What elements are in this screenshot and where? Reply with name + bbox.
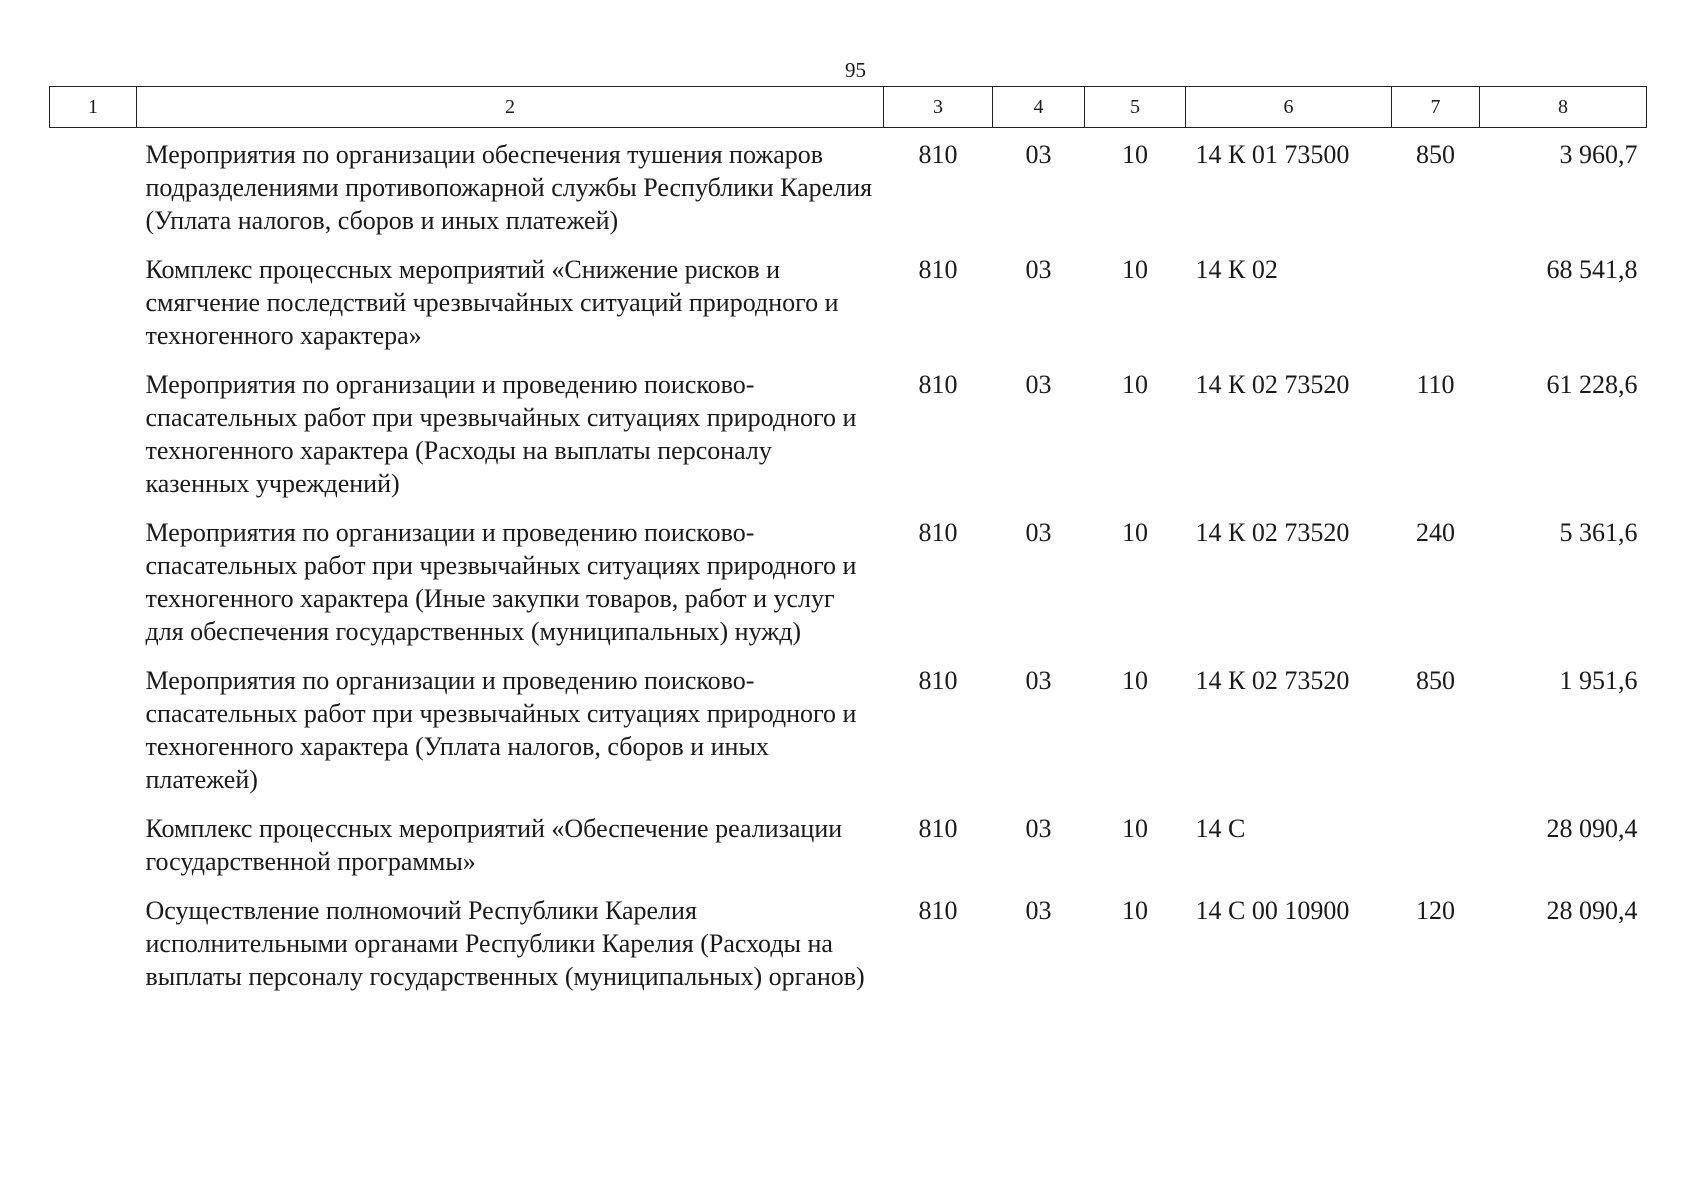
row-number-cell [50, 243, 137, 358]
subsection-code: 10 [1122, 370, 1148, 399]
subsection-code: 10 [1122, 518, 1148, 547]
column-header: 3 [884, 87, 993, 128]
ministry-code: 810 [918, 255, 958, 284]
header-row [50, 87, 1647, 128]
expense-type-code: 110 [1416, 370, 1455, 399]
subsection-code: 10 [1122, 814, 1148, 843]
page-number: 95 [845, 58, 866, 82]
table-row [50, 243, 1647, 358]
subsection-code: 10 [1122, 255, 1148, 284]
amount: 5 361,6 [1559, 518, 1638, 547]
amount: 68 541,8 [1546, 255, 1638, 284]
column-header: 2 [137, 87, 884, 128]
table-row [50, 884, 1647, 999]
section-code: 03 [1025, 370, 1052, 399]
amount: 28 090,4 [1546, 814, 1638, 843]
expense-type-code [1392, 802, 1480, 884]
section-code: 03 [1025, 814, 1052, 843]
row-number-cell [50, 802, 137, 884]
section-code: 03 [1025, 518, 1052, 547]
row-name: Комплекс процессных мероприятий «Обеспечение реализации государственной программы» [145, 814, 843, 876]
ministry-code: 810 [918, 814, 958, 843]
section-code: 03 [1025, 255, 1052, 284]
row-number-cell [50, 654, 137, 802]
row-number-cell [50, 128, 137, 244]
table-row [50, 128, 1647, 244]
row-name: Мероприятия по организации и проведению поисково-спасательных работ при чрезвычайных ситуациях природного и техногенного характера (Иные закупки товаров, работ и услуг для обеспечения государственных (муниципальных) нужд) [145, 518, 857, 646]
expense-type-code: 240 [1416, 518, 1455, 547]
subsection-code: 10 [1122, 140, 1148, 169]
target-article-code: 14 К 02 73520 [1195, 518, 1350, 547]
row-name: Мероприятия по организации обеспечения тушения пожаров подразделениями противопожарной службы Республики Карелия (Уплата налогов, сборов и иных платежей) [145, 140, 873, 235]
table-row [50, 358, 1647, 506]
target-article-code: 14 К 02 73520 [1195, 370, 1350, 399]
target-article-code: 14 С [1195, 814, 1246, 843]
section-code: 03 [1025, 140, 1052, 169]
column-header: 4 [993, 87, 1085, 128]
table-row [50, 506, 1647, 654]
row-number-cell [50, 506, 137, 654]
row-name: Мероприятия по организации и проведению поисково-спасательных работ при чрезвычайных ситуациях природного и техногенного характера (Уплата налогов, сборов и иных платежей) [145, 666, 857, 794]
table-row [50, 654, 1647, 802]
subsection-code: 10 [1122, 896, 1148, 925]
ministry-code: 810 [918, 370, 958, 399]
expense-type-code: 850 [1416, 666, 1455, 695]
table-row [50, 802, 1647, 884]
target-article-code: 14 К 02 [1195, 255, 1278, 284]
row-name: Осуществление полномочий Республики Карелия исполнительными органами Республики Карелия (Расходы на выплаты персоналу государственных (муниципальных) органов) [145, 896, 865, 991]
amount: 1 951,6 [1559, 666, 1638, 695]
amount: 28 090,4 [1546, 896, 1638, 925]
subsection-code: 10 [1122, 666, 1148, 695]
target-article-code: 14 К 01 73500 [1195, 140, 1350, 169]
row-name: Комплекс процессных мероприятий «Снижение рисков и смягчение последствий чрезвычайных ситуаций природного и техногенного характера» [145, 255, 839, 350]
amount: 3 960,7 [1559, 140, 1638, 169]
ministry-code: 810 [918, 140, 958, 169]
amount: 61 228,6 [1546, 370, 1638, 399]
row-number-cell [50, 884, 137, 999]
row-name: Мероприятия по организации и проведению поисково-спасательных работ при чрезвычайных ситуациях природного и техногенного характера (Расходы на выплаты персоналу казенных учреждений) [145, 370, 857, 498]
expense-type-code: 850 [1416, 140, 1455, 169]
section-code: 03 [1025, 666, 1052, 695]
column-header: 5 [1085, 87, 1186, 128]
expense-type-code: 120 [1416, 896, 1455, 925]
expense-type-code [1392, 243, 1480, 358]
ministry-code: 810 [918, 896, 958, 925]
column-header: 7 [1392, 87, 1480, 128]
column-header: 6 [1186, 87, 1392, 128]
target-article-code: 14 К 02 73520 [1195, 666, 1350, 695]
ministry-code: 810 [918, 518, 958, 547]
column-header: 8 [1480, 87, 1647, 128]
section-code: 03 [1025, 896, 1052, 925]
target-article-code: 14 С 00 10900 [1195, 896, 1350, 925]
column-header: 1 [50, 87, 137, 128]
row-number-cell [50, 358, 137, 506]
budget-table [49, 86, 1647, 999]
ministry-code: 810 [918, 666, 958, 695]
